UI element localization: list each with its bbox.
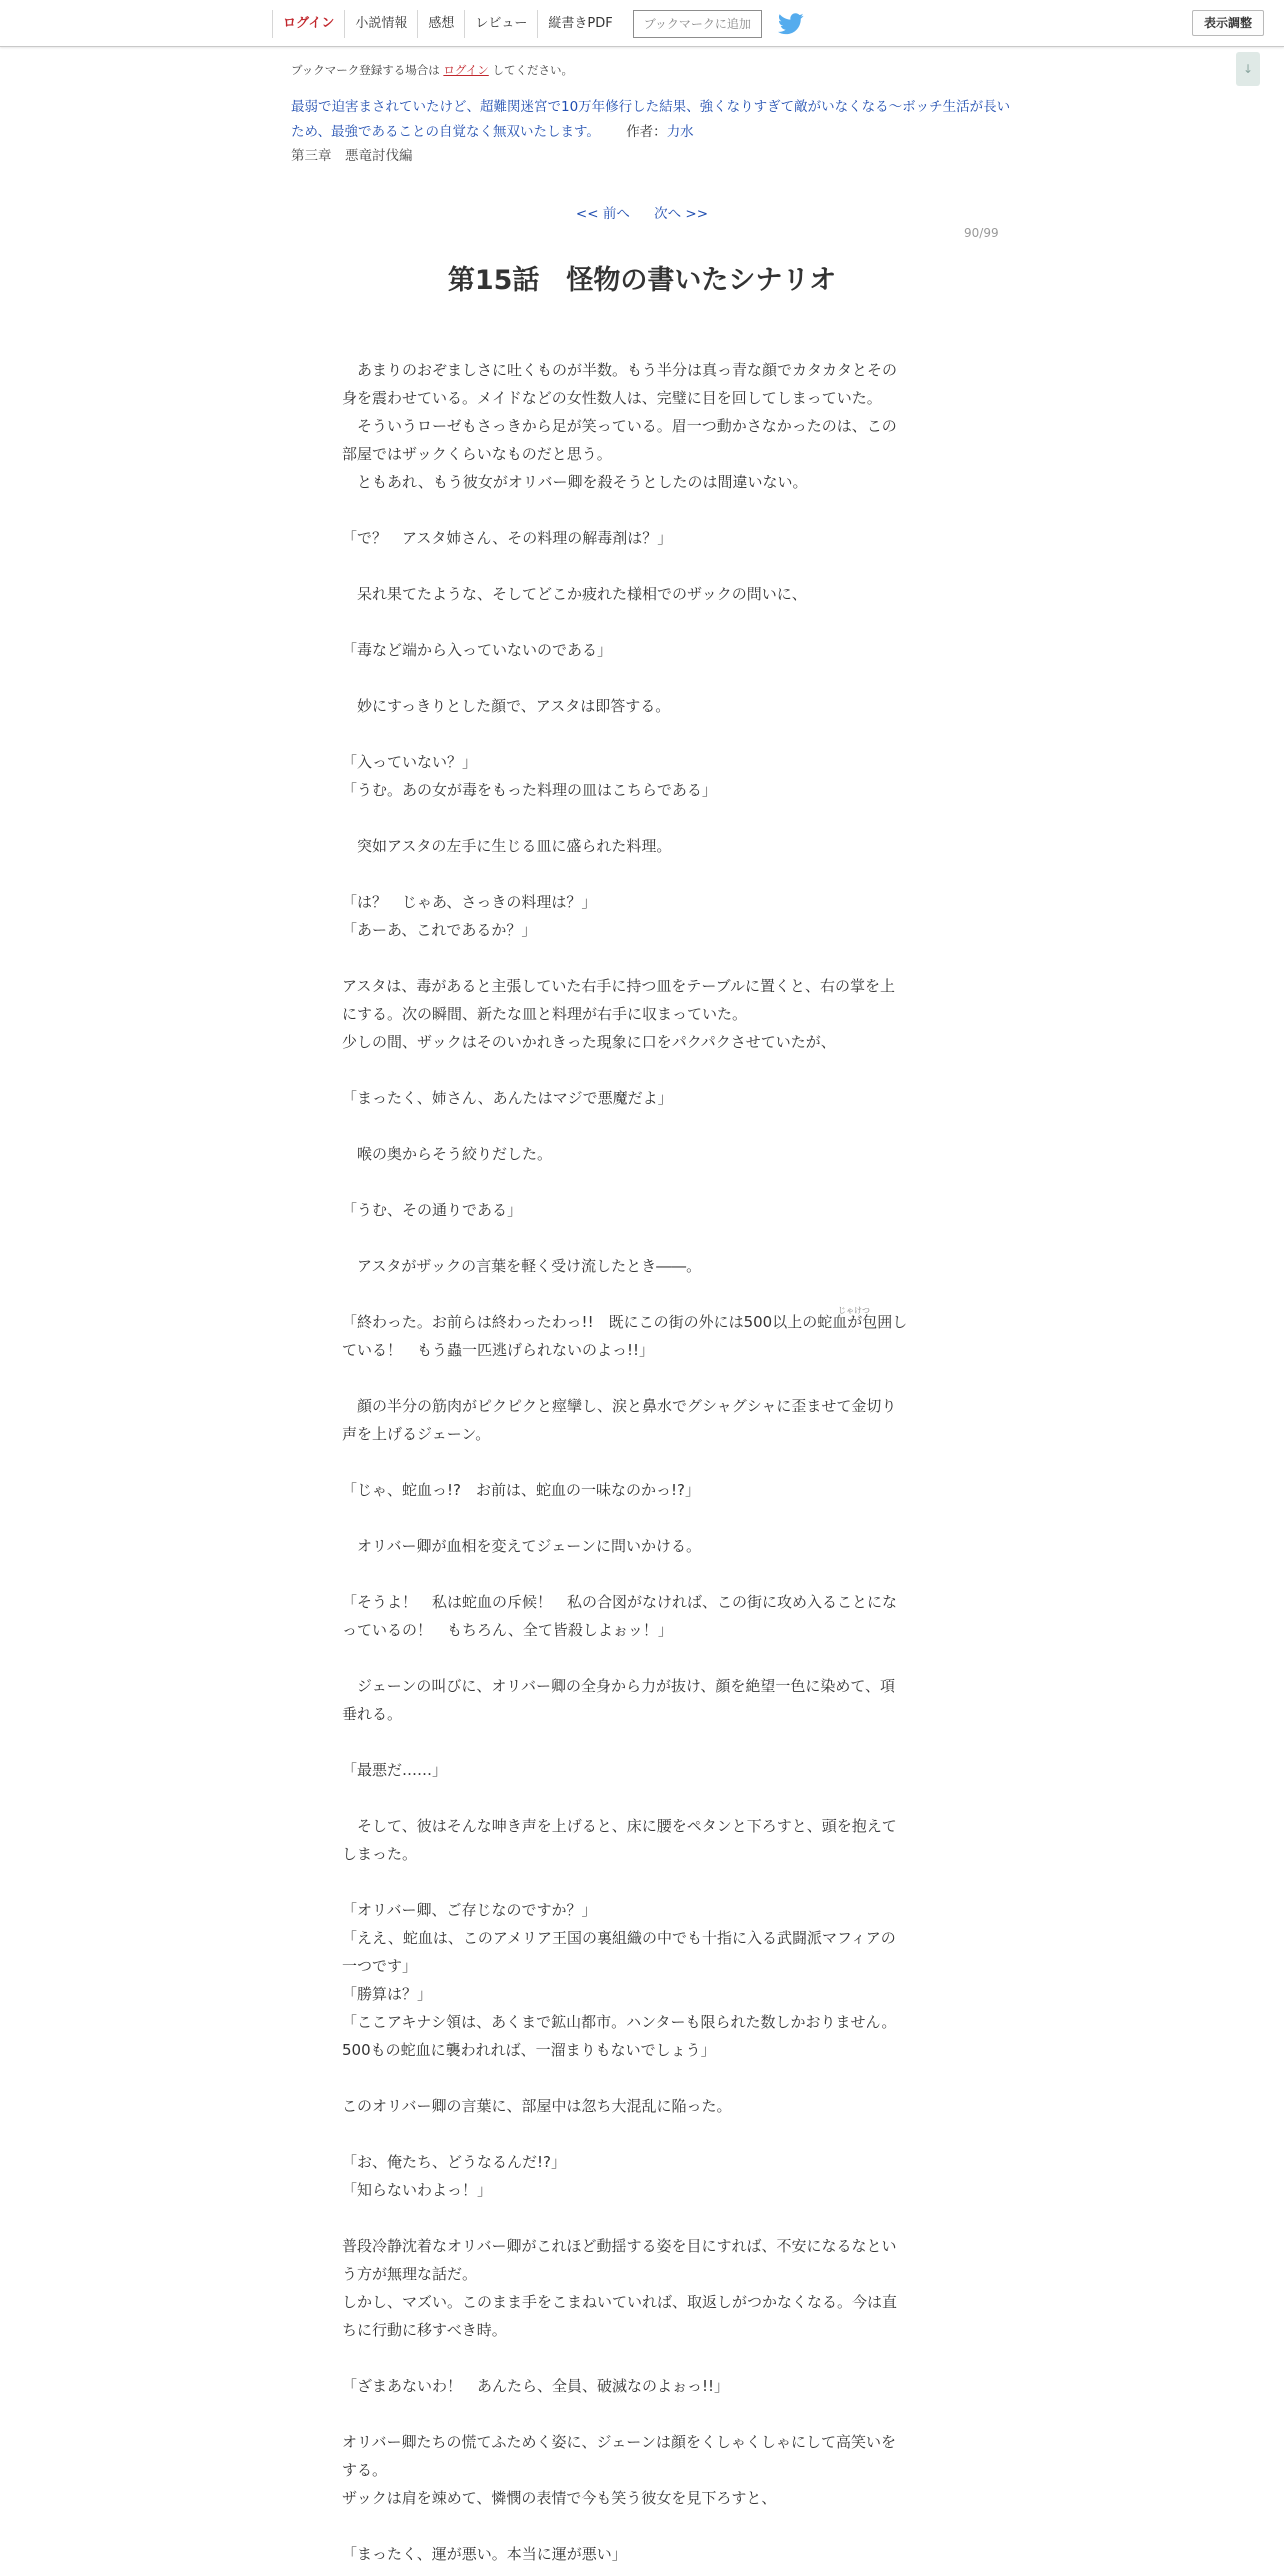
body-line: っているの！ もちろん、全て皆殺しよぉッ！」 — [342, 1621, 673, 1639]
body-line: 「オリバー卿、ご存じなのですか？」 — [342, 1901, 597, 1919]
body-line: 「ここアキナシ領は、あくまで鉱山都市。ハンターも限られた数しかおりません。 — [342, 2013, 897, 2031]
twitter-share-button[interactable] — [778, 13, 804, 35]
body-line: ている！ もう蟲一匹逃げられないのよっ!!」 — [342, 1341, 655, 1359]
body-line — [342, 1112, 942, 1140]
body-line — [342, 608, 942, 636]
body-line: 「まったく、運が悪い。本当に運が悪い」 — [342, 2545, 627, 2563]
body-line — [342, 2120, 942, 2148]
body-line — [342, 2512, 942, 2540]
body-line — [342, 944, 942, 972]
novel-body-text — [342, 356, 942, 2568]
body-line: にする。次の瞬間、新たな皿と料理が右手に収まっていた。 — [342, 1005, 748, 1023]
body-line: 顔の半分の筋肉がピクピクと痙攣し、涙と鼻水でグシャグシャに歪ませて金切り — [342, 1397, 897, 1415]
body-line: 「毒など端から入っていないのである」 — [342, 641, 613, 659]
body-line: う方が無理な話だ。 — [342, 2265, 478, 2283]
body-line: 呆れ果てたような、そしてどこか疲れた様相でのザックの問いに、 — [342, 585, 807, 603]
nav-login-link[interactable]: ログイン — [272, 10, 344, 38]
body-line — [342, 1448, 942, 1476]
body-line: 「うむ。あの女が毒をもった料理の皿はこちらである」 — [342, 781, 717, 799]
body-line: そして、彼はそんな呻き声を上げると、床に腰をペタンと下ろすと、頭を抱えて — [342, 1817, 897, 1835]
episode-title: 第15話 怪物の書いたシナリオ — [447, 265, 837, 296]
body-line — [342, 720, 942, 748]
body-line: このオリバー卿の言葉に、部屋中は忽ち大混乱に陥った。 — [342, 2097, 732, 2115]
body-line — [342, 1168, 942, 1196]
ruby-annotation: じゃけつ — [838, 1306, 870, 1315]
body-line: 「勝算は？」 — [342, 1985, 433, 2003]
body-line: ちに行動に移すべき時。 — [342, 2321, 507, 2339]
twitter-bird-icon — [778, 13, 804, 35]
body-line: 身を震わせている。メイドなどの女性数人は、完璧に目を回してしまっていた。 — [342, 389, 882, 407]
body-line: ザックは肩を竦めて、憐憫の表情で今も笑う彼女を見下ろすと、 — [342, 2489, 777, 2507]
author-label: 作者： — [626, 124, 667, 140]
body-line — [342, 2344, 942, 2372]
body-line — [342, 496, 942, 524]
body-line: 「は？ じゃあ、さっきの料理は？」 — [342, 893, 597, 911]
body-line — [342, 1560, 942, 1588]
nav-review-link[interactable]: レビュー — [464, 10, 537, 38]
body-line: 「ええ、蛇血は、このアメリア王国の裏組織の中でも十指に入る武闘派マフィアの — [342, 1929, 896, 1947]
body-line: 「あーあ、これであるか？」 — [342, 921, 537, 939]
novel-title-link[interactable]: 最弱で迫害まされていたけど、超難関迷宮で10万年修行した結果、強くなりすぎて敵がいなくなる～ボッチ生活が長いため、最強であることの自覚なく無双いたします。 — [291, 99, 1011, 140]
prev-episode-link[interactable]: << 前へ — [575, 206, 630, 222]
body-line — [342, 552, 942, 580]
body-line: アスタは、毒があると主張していた右手に持つ皿をテーブルに置くと、右の掌を上 — [342, 977, 896, 995]
body-line: 「じゃ、蛇血っ!? お前は、蛇血の一味なのかっ!?」 — [342, 1481, 700, 1499]
body-line: 「入っていない？」 — [342, 753, 478, 771]
body-line: ジェーンの叫びに、オリバー卿の全身から力が抜け、顔を絶望一色に染めて、項 — [342, 1677, 896, 1695]
body-line: 500もの蛇血に襲われれば、一溜まりもないでしょう」 — [342, 2041, 716, 2059]
body-line — [342, 2204, 942, 2232]
next-episode-link[interactable]: 次へ >> — [654, 206, 709, 222]
body-line: 「ざまあないわ！ あんたら、全員、破滅なのよぉっ!!」 — [342, 2377, 730, 2395]
display-settings-button[interactable]: 表示調整 — [1192, 10, 1264, 36]
body-line — [342, 1728, 942, 1756]
body-line: ともあれ、もう彼女がオリバー卿を殺そうとしたのは間違いない。 — [342, 473, 808, 491]
body-line — [342, 1224, 942, 1252]
arrow-down-icon: ↓ — [1242, 62, 1254, 76]
author-link[interactable]: 力水 — [666, 124, 694, 140]
body-line: しまった。 — [342, 1845, 418, 1863]
body-line: 声を上げるジェーン。 — [342, 1425, 491, 1443]
body-line — [342, 1868, 942, 1896]
body-line: する。 — [342, 2461, 388, 2479]
nav-vertical-pdf-link[interactable]: 縦書きPDF — [537, 10, 622, 38]
scroll-down-button[interactable] — [1236, 52, 1260, 86]
body-line — [342, 860, 942, 888]
body-line: 「知らないわよっ！」 — [342, 2181, 493, 2199]
body-line: 部屋ではザックくらいなものだと思う。 — [342, 445, 612, 463]
body-line: 垂れる。 — [342, 1705, 403, 1723]
body-line: オリバー卿が血相を変えてジェーンに問いかける。 — [342, 1537, 701, 1555]
body-line: そういうローゼもさっきから足が笑っている。眉一つ動かさなかったのは、この — [342, 417, 897, 435]
body-line — [342, 1644, 942, 1672]
body-line: 突如アスタの左手に生じる皿に盛られた料理。 — [342, 837, 672, 855]
chapter-title: 第三章 悪竜討伐編 — [291, 148, 413, 164]
body-line — [342, 1504, 942, 1532]
body-line: 普段冷静沈着なオリバー卿がこれほど動揺する姿を目にすれば、不安になるなとい — [342, 2237, 897, 2255]
novel-title-block — [291, 95, 1011, 145]
body-line: 喉の奥からそう絞りだした。 — [342, 1145, 553, 1163]
body-line — [342, 1056, 942, 1084]
body-line: あまりのおぞましさに吐くものが半数。もう半分は真っ青な顔でカタカタとその — [342, 361, 898, 379]
bookmark-notice-prefix: ブックマーク登録する場合は — [291, 63, 440, 77]
bookmark-notice-suffix: してください。 — [492, 63, 573, 77]
body-line: 「お、俺たち、どうなるんだ!?」 — [342, 2153, 566, 2171]
body-line: 「で？ アスタ姉さん、その料理の解毒剤は？」 — [342, 529, 673, 547]
body-line — [342, 1784, 942, 1812]
body-line — [342, 1364, 942, 1392]
body-line — [342, 664, 942, 692]
episode-pager — [0, 202, 1284, 222]
body-line: 「うむ、その通りである」 — [342, 1201, 523, 1219]
top-nav-bar — [0, 0, 1284, 47]
body-line: 一つです」 — [342, 1957, 418, 1975]
body-line: 「終わった。お前らは終わったわっ!! 既にこの街の外には500以上の蛇血が包囲し — [342, 1313, 908, 1331]
body-line — [342, 2064, 942, 2092]
body-line — [342, 2400, 942, 2428]
nav-menu — [272, 8, 804, 40]
body-line: 少しの間、ザックはそのいかれきった現象に口をパクパクさせていたが、 — [342, 1033, 836, 1051]
body-line: 「最悪だ……」 — [342, 1761, 448, 1779]
body-line: オリバー卿たちの慌てふためく姿に、ジェーンは顔をくしゃくしゃにして高笑いを — [342, 2433, 896, 2451]
bookmark-add-button[interactable]: ブックマークに追加 — [633, 10, 762, 38]
bookmark-notice-login-link[interactable]: ログイン — [443, 63, 489, 77]
body-line: 「まったく、姉さん、あんたはマジで悪魔だよ」 — [342, 1089, 673, 1107]
nav-novel-info-link[interactable]: 小説情報 — [344, 10, 417, 38]
body-line — [342, 1280, 942, 1308]
body-line: 「そうよ！ 私は蛇血の斥候！ 私の合図がなければ、この街に攻め入ることにな — [342, 1593, 898, 1611]
body-line: 妙にすっきりとした顔で、アスタは即答する。 — [342, 697, 671, 715]
body-line: アスタがザックの言葉を軽く受け流したとき――。 — [342, 1257, 702, 1275]
bookmark-notice — [291, 62, 573, 78]
nav-impressions-link[interactable]: 感想 — [417, 10, 464, 38]
episode-page-count: 90/99 — [964, 226, 999, 240]
body-line: しかし、マズい。このまま手をこまねいていれば、取返しがつかなくなる。今は直 — [342, 2293, 898, 2311]
body-line — [342, 804, 942, 832]
